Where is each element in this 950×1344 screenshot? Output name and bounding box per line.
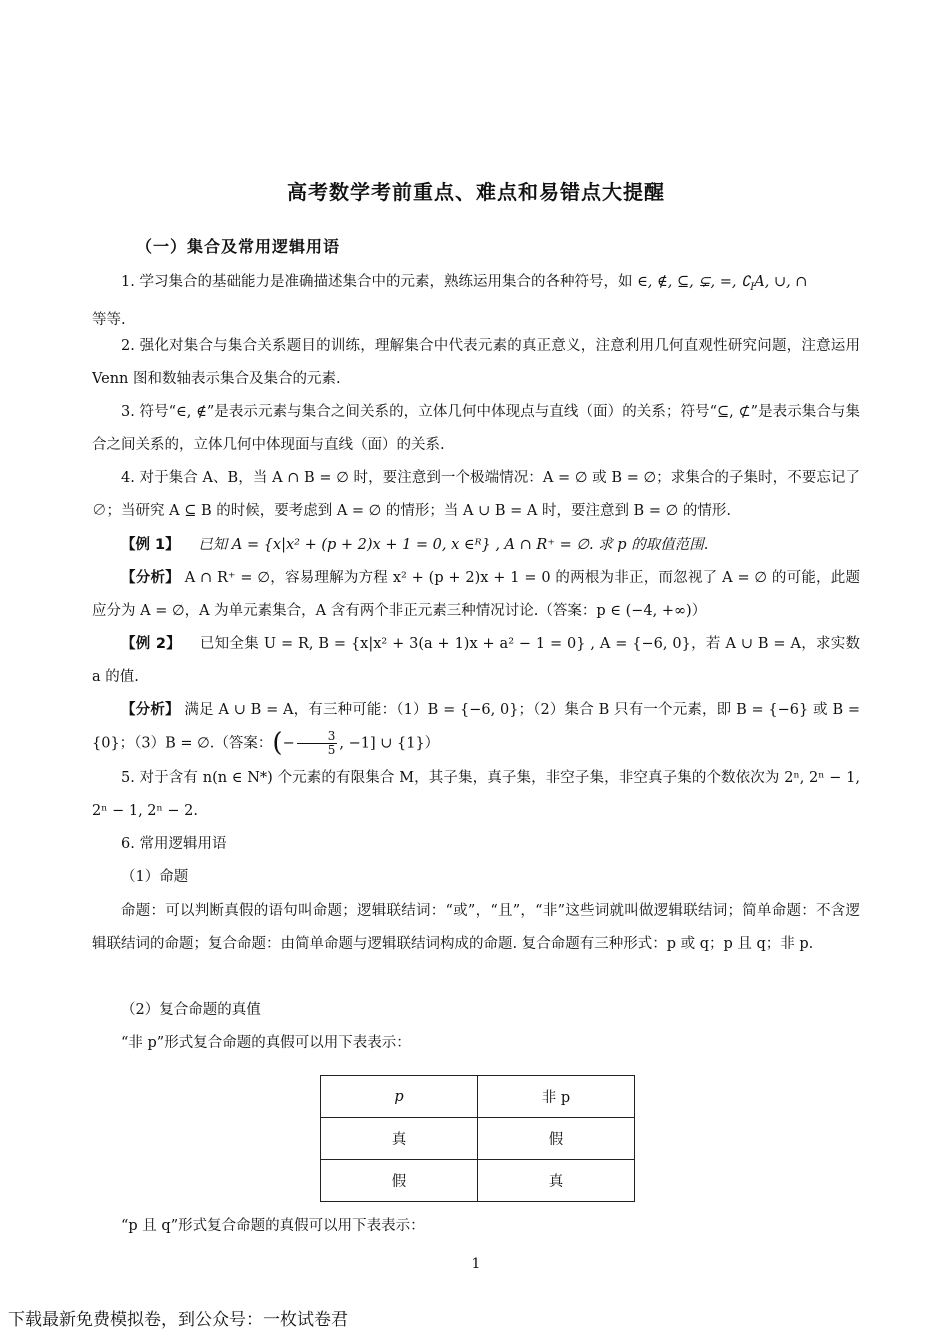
paragraph-proposition: 命题：可以判断真假的语句叫命题；逻辑联结词：“或”，“且”，“非”这些词就叫做逻辑联结词；简单命题：不含逻辑联结词的命题；复合命题：由简单命题与逻辑联结词构成的命题. 复合命题有三种形式：p 或 q；p 且 q；非 p. [92,903,860,952]
subheading-proposition: （1）命题 [121,869,189,885]
and-table-intro: “p 且 q”形式复合命题的真假可以用下表表示： [121,1218,425,1234]
analysis-2: 【分析】 满足 A ∪ B = A，有三种可能：（1）B = {−6, 0}；（2）集合 B 只有一个元素，即 B = {−6} 或 B = {0}；（3）B = ∅.（答案：(− $\frac{3}{5}$ , −1] ∪ {1}） [92,702,861,758]
page-number: 1 [471,1256,481,1272]
analysis-2-tag: 【分析】 [121,702,180,718]
analysis-1-tag: 【分析】 [121,570,180,586]
table-row [321,1118,635,1160]
example-2: 【例 2】 已知全集 U = R, B = {x|x² + 3(a + 1)x + a² − 1 = 0} , A = {−6, 0}，若 A ∪ B = A，求实数 a 的值. [92,636,861,685]
not-table-intro: “非 p”形式复合命题的真假可以用下表表示： [121,1035,411,1051]
table-cell: 假 [478,1118,635,1160]
footer-text: 下载最新免费模拟卷，到公众号：一枚试卷君 [8,1310,348,1330]
example-1-tag: 【例 1】 [121,537,180,553]
section-heading: （一）集合及常用逻辑用语 [136,237,341,256]
subheading-truth-value: （2）复合命题的真值 [121,1002,261,1018]
table-header-cell: p [321,1076,478,1118]
table-row [321,1160,635,1202]
paragraph-4: 4. 对于集合 A、B，当 A ∩ B = ∅ 时，要注意到一个极端情况：A = ∅ 或 B = ∅；求集合的子集时，不要忘记了 ∅；当研究 A ⊆ B 的时候，要考虑到 A = ∅ 的情形；当 A ∪ B = A 时，要注意到 B = ∅ 的情形. [92,470,860,519]
paragraph-1: 1. 学习集合的基础能力是准确描述集合中的元素，熟练运用集合的各种符号，如 ∈, ∉, ⊆, ⊊, =, $∁_IA$, ∪, ∩ 等等. [92,274,808,328]
example-2-tag: 【例 2】 [121,636,181,652]
paragraph-2: 2. 强化对集合与集合关系题目的训练，理解集合中代表元素的真正意义，注意利用几何直观性研究问题，注意运用 Venn 图和数轴表示集合及集合的元素. [92,338,860,387]
table-cell: 真 [478,1160,635,1202]
analysis-1: 【分析】 A ∩ R⁺ = ∅，容易理解为方程 x² + (p + 2)x + 1 = 0 的两根为非正，而忽视了 A = ∅ 的可能，此题应分为 A = ∅，A 为单元素集合，A 含有两个非正元素三种情况讨论.（答案：p ∈ (−4, +∞)） [92,570,861,619]
page-title: 高考数学考前重点、难点和易错点大提醒 [287,180,665,204]
fraction: $\frac{3}{5}$ [297,730,338,757]
paragraph-3: 3. 符号“∈, ∉”是表示元素与集合之间关系的，立体几何中体现点与直线（面）的关系；符号“⊆, ⊄”是表示集合与集合之间关系的，立体几何中体现面与直线（面）的关系. [92,404,860,453]
example-1: 【例 1】 已知 A = {x|x² + (p + 2)x + 1 = 0, x ∈ᴿ} , A ∩ R⁺ = ∅. 求 p 的取值范围. [121,537,709,553]
table-cell: 真 [321,1118,478,1160]
table-header-cell: 非 p [478,1076,635,1118]
table-cell: 假 [321,1160,478,1202]
paragraph-6: 6. 常用逻辑用语 [121,836,227,852]
table-header-row [321,1076,635,1118]
truth-table-not [320,1075,635,1202]
paragraph-5: 5. 对于含有 n(n ∈ N*) 个元素的有限集合 M，其子集，真子集，非空子集，非空真子集的个数依次为 2ⁿ, 2ⁿ − 1, 2ⁿ − 1, 2ⁿ − 2. [92,770,860,819]
